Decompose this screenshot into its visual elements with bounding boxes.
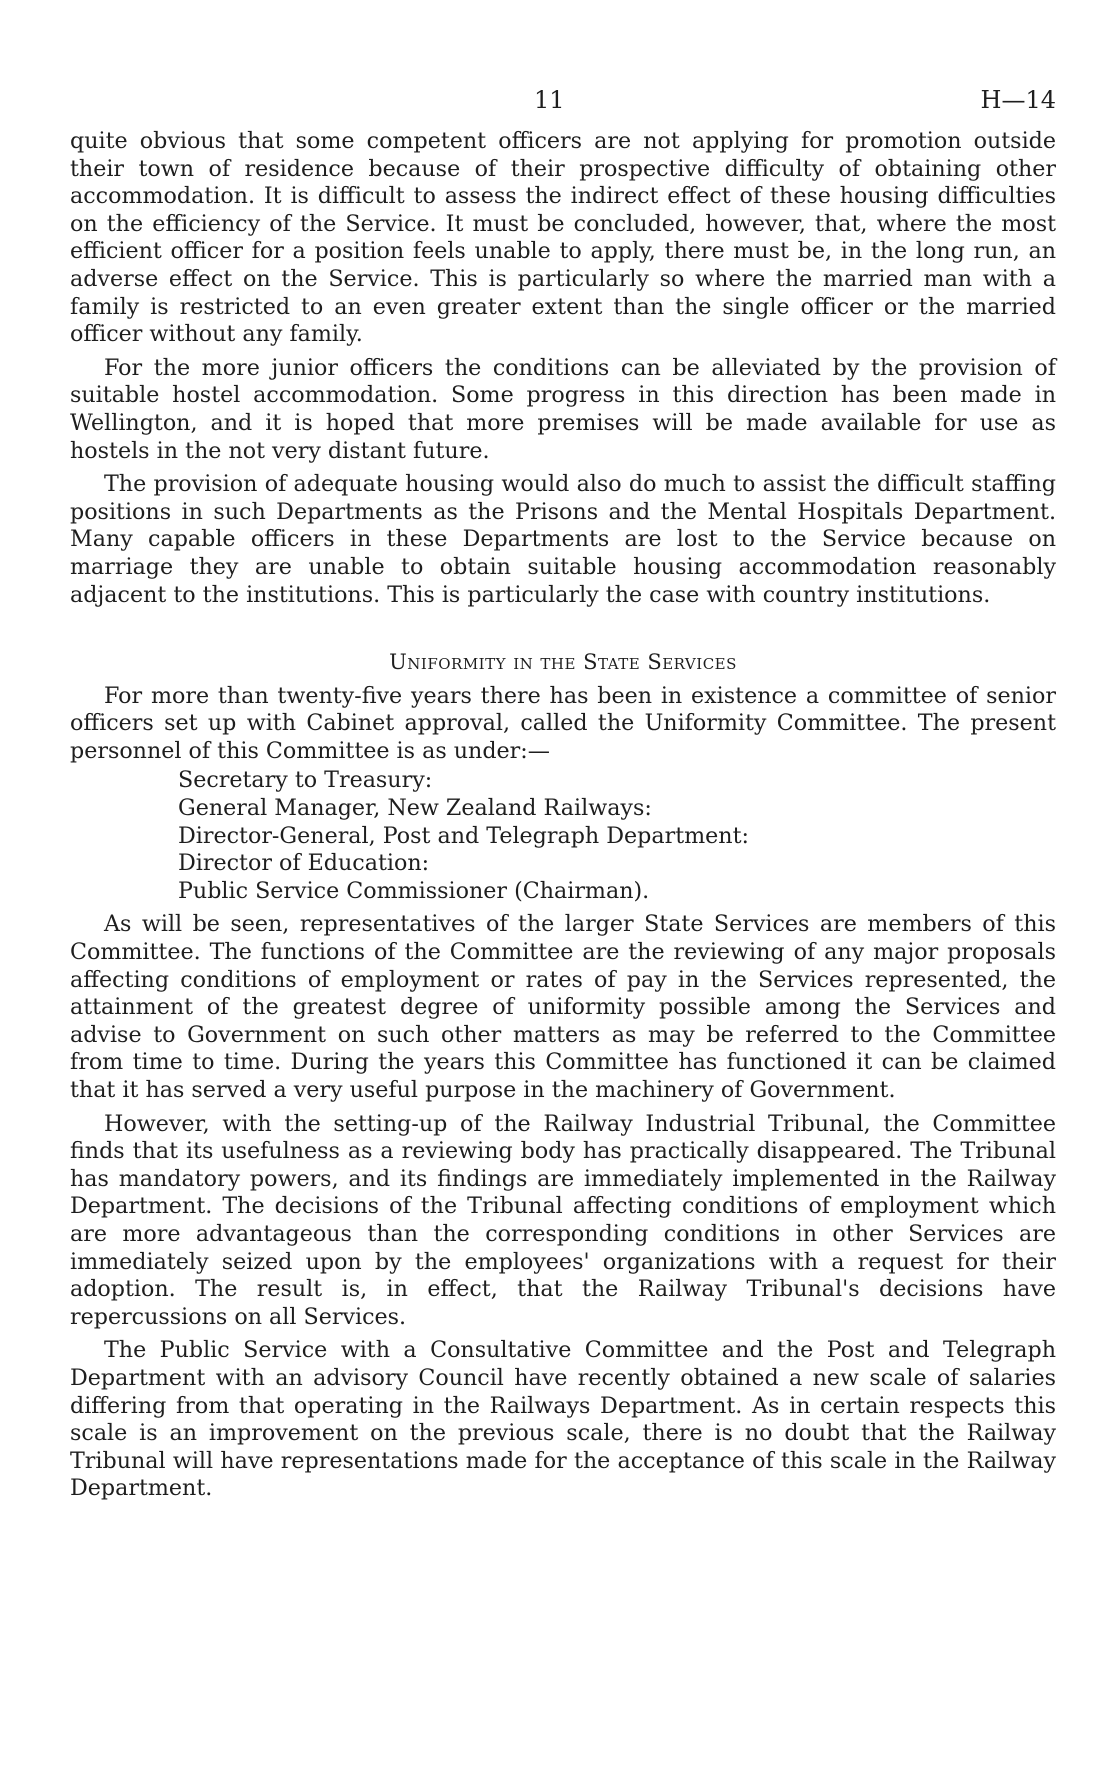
list-item: Director-General, Post and Telegraph Department: xyxy=(178,822,749,849)
body-paragraph: The provision of adequate housing would also do much to assist the difficult staffing positions in such Departments as the Prisons and the Mental Hospitals Department. Many capable officers in these Departments are lost to the Service because on marriage they are unable to obtain suitable housing accommodation reasonably adjacent to the institutions. This is particularly the case with country institutions. xyxy=(70,471,1056,608)
list-item: Director of Education: xyxy=(178,850,430,877)
body-paragraph: quite obvious that some competent officers are not applying for promotion outside their town of residence because of their prospective difficulty of obtaining other accommodation. It is difficult to assess the indirect effect of these housing difficulties on the efficiency of the Service. It must be concluded, however, that, where the most efficient officer for a position feels unable to apply, there must be, in the long run, an adverse effect on the Service. This is particularly so where the married man with a family is restricted to an even greater extent than the single officer or the married officer without any family. xyxy=(70,128,1056,348)
list-item: Public Service Commissioner (Chairman). xyxy=(178,877,650,904)
section-intro-paragraph: For more than twenty-five years there has been in existence a committee of senior officers set up with Cabinet approval, called the Uniformity Committee. The present personnel of this Committee is as under:— xyxy=(70,682,1056,764)
page-body xyxy=(70,128,1056,1503)
committee-member-list xyxy=(70,767,1056,905)
section-heading: Uniformity in the State Services xyxy=(389,650,737,675)
body-paragraph: The Public Service with a Consultative Committee and the Post and Telegraph Department with an advisory Council have recently obtained a new scale of salaries differing from that operating in the Railways Department. As in certain respects this scale is an improvement on the previous scale, there is no doubt that the Railway Tribunal will have representations made for the acceptance of this scale in the Railway Department. xyxy=(70,1337,1056,1502)
body-paragraph: However, with the setting-up of the Railway Industrial Tribunal, the Committee finds that its usefulness as a reviewing body has practically disappeared. The Tribunal has mandatory powers, and its findings are immediately implemented in the Railway Department. The decisions of the Tribunal affecting conditions of employment which are more advantageous than the corresponding conditions in other Services are immediately seized upon by the employees' organizations with a request for their adoption. The result is, in effect, that the Railway Tribunal's decisions have repercussions on all Services. xyxy=(70,1110,1056,1330)
section-spacer xyxy=(70,609,1056,649)
document-page xyxy=(70,0,1056,1768)
list-item: Secretary to Treasury: xyxy=(178,767,433,794)
list-item: General Manager, New Zealand Railways: xyxy=(178,795,652,822)
page-number: 11 xyxy=(534,86,565,114)
page-header xyxy=(70,86,1056,116)
body-paragraph: For the more junior officers the conditions can be alleviated by the provision of suitable hostel accommodation. Some progress in this direction has been made in Wellington, and it is hoped that more premises will be made available for use as hostels in the not very distant future. xyxy=(70,354,1056,464)
document-code: H—14 xyxy=(980,86,1056,114)
body-paragraph: As will be seen, representatives of the larger State Services are members of this Committee. The functions of the Committee are the reviewing of any major proposals affecting conditions of employment or rates of pay in the Services represented, the attainment of the greatest degree of uniformity possible among the Services and advise to Government on such other matters as may be referred to the Committee from time to time. During the years this Committee has functioned it can be claimed that it has served a very useful purpose in the machinery of Government. xyxy=(70,911,1056,1103)
